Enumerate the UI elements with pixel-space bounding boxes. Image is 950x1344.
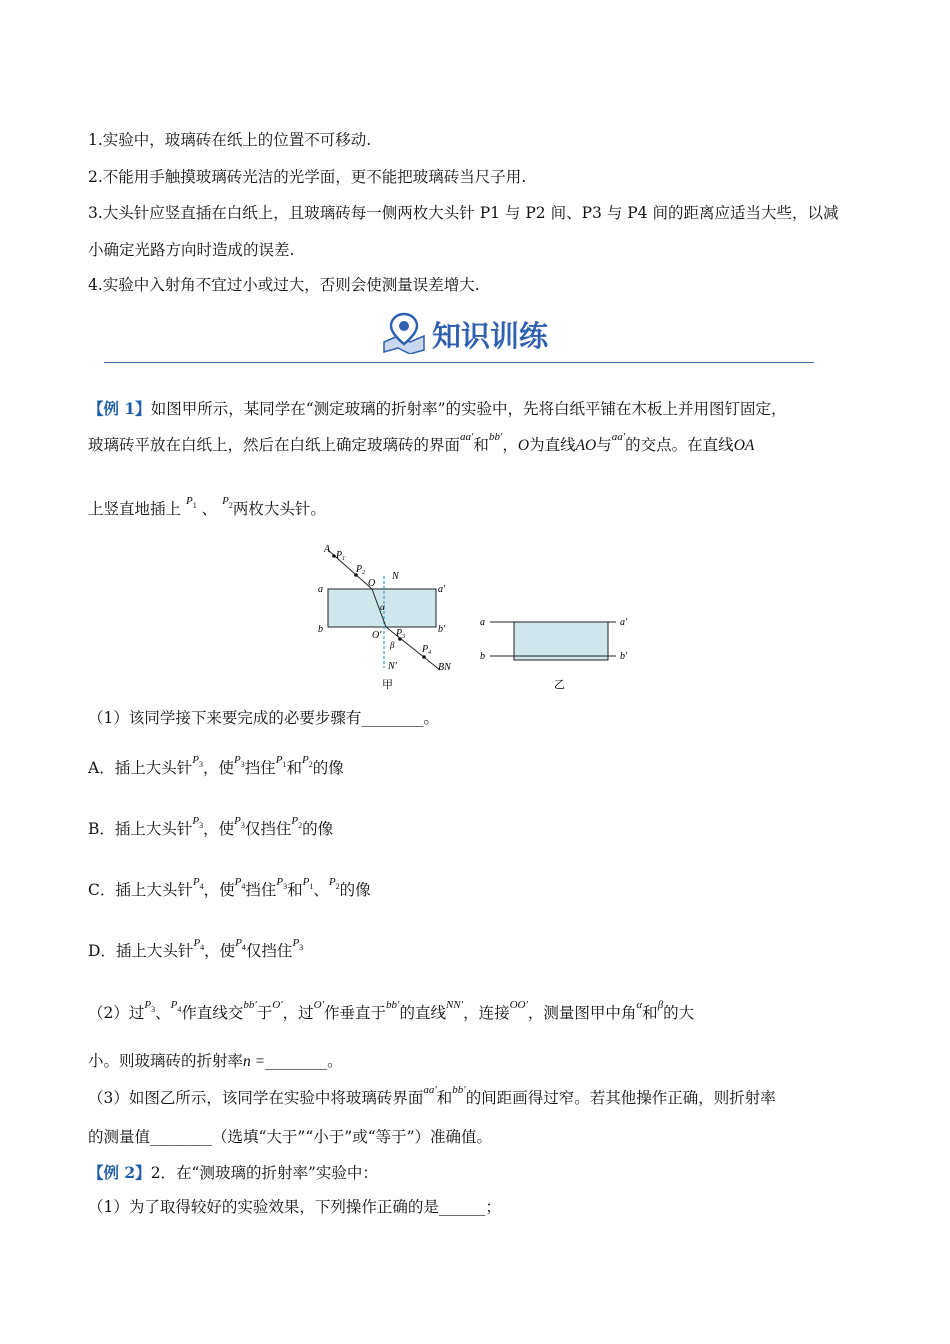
option-d: D．插上大头针$^{P_4}$，使$^{P_4}$仅挡住$^{P_3}$ bbox=[88, 937, 304, 960]
note-2: 2.不能用手触摸玻璃砖光洁的光学面，更不能把玻璃砖当尺子用. bbox=[88, 168, 527, 186]
aa-symbol: aa′ bbox=[423, 1084, 437, 1096]
note-3: 3.大头针应竖直插在白纸上，且玻璃砖每一侧两枚大头针 P1 与 P2 间、P3 与 P4 间的距离应适当大些，以减 bbox=[88, 204, 839, 222]
caption-yi: 乙 bbox=[554, 679, 565, 691]
ex2-q1: （1）为了取得较好的实验效果，下列操作正确的是______； bbox=[88, 1198, 501, 1216]
label-a-prime: a′ bbox=[438, 584, 446, 595]
ex2-tag: 【例 2】 bbox=[88, 1163, 151, 1182]
label-beta: β bbox=[390, 640, 395, 650]
P3-symbol: P3 bbox=[233, 754, 245, 769]
P1-symbol: P1 bbox=[275, 754, 287, 769]
beta-symbol: β bbox=[657, 999, 664, 1011]
O-prime-symbol: O′ bbox=[313, 999, 325, 1011]
section-heading bbox=[380, 310, 548, 358]
glass-block-yi bbox=[514, 622, 608, 660]
ex1-tag: 【例 1】 bbox=[88, 399, 151, 418]
ex1-line2 bbox=[88, 431, 755, 458]
sep-text: 、 bbox=[201, 500, 218, 518]
n-symbol: n = bbox=[243, 1053, 266, 1070]
label-A: A bbox=[324, 544, 331, 555]
label-b-prime: b′ bbox=[438, 624, 446, 635]
P4-symbol: P4 bbox=[192, 876, 204, 891]
line-text: 为直线 bbox=[529, 436, 576, 454]
alpha-symbol: α bbox=[636, 999, 643, 1011]
note-1: 1.实验中，玻璃砖在纸上的位置不可移动. bbox=[88, 131, 372, 149]
option-b: B．插上大头针$^{P_3}$，使$^{P_3}$仅挡住$^{P_2}$的像 bbox=[88, 815, 334, 838]
option-a: A．插上大头针$^{P_3}$，使$^{P_3}$挡住$^{P_1}$和$^{P_2}$的像 bbox=[88, 754, 344, 777]
OA-symbol: OA bbox=[733, 437, 755, 454]
pin-p4 bbox=[422, 655, 426, 659]
P3-symbol: P3 bbox=[276, 876, 288, 891]
O-prime-symbol: O′ bbox=[272, 999, 283, 1011]
label-P1: $P_1$ bbox=[336, 550, 346, 562]
P4-symbol: P4 bbox=[193, 937, 205, 952]
bb-symbol: bb′ bbox=[386, 999, 400, 1011]
O-symbol: O bbox=[517, 437, 530, 454]
P1-symbol: P1 bbox=[185, 495, 197, 510]
P2-symbol: P2 bbox=[222, 495, 233, 510]
label-N-prime: N′ bbox=[388, 661, 397, 672]
label-BN: BN bbox=[438, 662, 451, 673]
with-text: 与 bbox=[596, 436, 612, 454]
bb-symbol: bb′ bbox=[452, 1084, 466, 1096]
bb-symbol: bb′ bbox=[488, 431, 503, 443]
yi-label-a: a bbox=[480, 617, 485, 628]
ex1-text2a: 玻璃砖平放在白纸上，然后在白纸上确定玻璃砖的界面 bbox=[88, 436, 461, 454]
ex1-text2d: 的交点。在直线 bbox=[625, 436, 734, 454]
yi-label-b: b bbox=[480, 651, 485, 662]
P2-symbol: P2 bbox=[301, 754, 313, 769]
option-c: C．插上大头针$^{P_4}$，使$^{P_4}$挡住$^{P_3}$和$^{P_1}$、$^{P_2}$的像 bbox=[88, 876, 371, 899]
ex2-line1: 【例 2】2．在“测玻璃的折射率”实验中： bbox=[88, 1163, 378, 1182]
yi-label-b-prime: b′ bbox=[620, 651, 628, 662]
label-O: O bbox=[368, 578, 376, 589]
ex1-line1 bbox=[88, 398, 787, 420]
bb-symbol: bb′ bbox=[243, 999, 257, 1011]
P2-symbol: P2 bbox=[328, 876, 340, 891]
OO-symbol: OO′ bbox=[509, 999, 528, 1011]
section-title: 知识训练 bbox=[432, 318, 549, 353]
yi-label-a-prime: a′ bbox=[620, 617, 628, 628]
P4-symbol: P4 bbox=[234, 876, 246, 891]
P1-symbol: P1 bbox=[302, 876, 314, 891]
ex1-q2: （2）过$^{P_3}$、$^{P_4}$作直线交$^{bb'}$于$^{O'}$，过$^{O'}$作垂直于$^{bb'}$的直线$^{NN'}$，连接$^{OO'}$，测量图甲中角$^\alpha$和$^\beta$的大 bbox=[88, 999, 695, 1022]
heading-divider bbox=[104, 362, 814, 363]
label-N: N bbox=[392, 571, 399, 582]
and-text: 和 bbox=[473, 436, 489, 454]
P3-symbol: P3 bbox=[192, 815, 204, 830]
aa-symbol: aa′ bbox=[460, 431, 474, 443]
caption-jia: 甲 bbox=[382, 679, 393, 691]
aa-symbol-2: aa′ bbox=[611, 431, 626, 443]
ex1-q2-cont: 小。则玻璃砖的折射率n =________。 bbox=[88, 1052, 343, 1070]
P2-symbol: P2 bbox=[291, 815, 303, 830]
label-O-prime: O′ bbox=[372, 630, 382, 641]
P3-symbol: P3 bbox=[144, 999, 156, 1014]
ex1-text3b: 两枚大头针。 bbox=[232, 500, 326, 518]
refraction-figure bbox=[310, 540, 650, 692]
note-4: 4.实验中入射角不宜过小或过大，否则会使测量误差增大. bbox=[88, 276, 480, 294]
label-b: b bbox=[318, 624, 323, 635]
note-3-cont: 小确定光路方向时造成的误差. bbox=[88, 241, 295, 259]
ex1-q3: （3）如图乙所示，该同学在实验中将玻璃砖界面$^{aa'}$和$^{bb'}$的间距画得过窄。若其他操作正确，则折射率 bbox=[88, 1084, 776, 1107]
comma-text: ， bbox=[502, 436, 518, 454]
ex1-q1: （1）该同学接下来要完成的必要步骤有________。 bbox=[88, 709, 439, 727]
label-P2: $P_2$ bbox=[356, 564, 366, 576]
P3-symbol: P3 bbox=[292, 937, 304, 952]
P4-symbol: P4 bbox=[235, 937, 246, 952]
map-pin-icon bbox=[380, 310, 428, 358]
label-P3: $P_3$ bbox=[396, 628, 406, 640]
NN-symbol: NN′ bbox=[445, 999, 464, 1011]
ex1-line3 bbox=[88, 495, 326, 523]
AO-symbol: AO bbox=[575, 437, 597, 454]
ex1-q3-cont: 的测量值________（选填“大于”“小于”或“等于”）准确值。 bbox=[88, 1128, 493, 1146]
P3-symbol: P3 bbox=[192, 754, 203, 769]
P3-symbol: P3 bbox=[234, 815, 245, 830]
label-P4: $P_4$ bbox=[422, 644, 432, 656]
ex1-text1: 如图甲所示，某同学在“测定玻璃的折射率”的实验中，先将白纸平铺在木板上并用图钉固定， bbox=[150, 400, 787, 418]
ex1-text3a: 上竖直地插上 bbox=[88, 500, 182, 518]
P4-symbol: P4 bbox=[170, 999, 182, 1014]
label-a: a bbox=[318, 584, 323, 595]
label-alpha: α bbox=[380, 602, 385, 612]
